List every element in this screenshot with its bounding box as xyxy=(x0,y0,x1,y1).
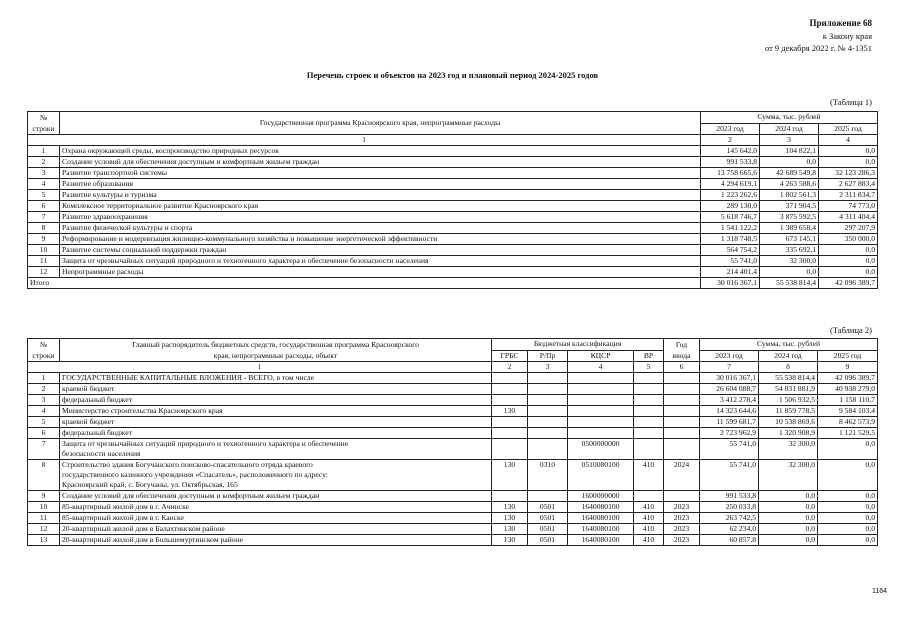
table2-row xyxy=(28,439,878,460)
table1-index-cell: 4 xyxy=(819,135,878,146)
table2-header-vr: ВР xyxy=(634,350,664,362)
table1-row xyxy=(28,168,878,179)
value-2025: 40 938 279,0 xyxy=(818,384,878,395)
value-2023: 991 533,8 xyxy=(700,491,759,502)
table2-row xyxy=(28,513,878,524)
value-2024: 335 692,1 xyxy=(760,245,819,256)
table1-row xyxy=(28,234,878,245)
object-name-line: Строительство здания Богучанского поисково-спасательного отряда краевого xyxy=(62,460,313,469)
kcsr-code: 1600000000 xyxy=(568,491,634,502)
row-number: 3 xyxy=(28,395,60,406)
table1-caption: (Таблица 1) xyxy=(829,97,872,107)
table1-row xyxy=(28,223,878,234)
value-2025: 0,0 xyxy=(818,513,878,524)
table1-row xyxy=(28,190,878,201)
table2-row xyxy=(28,502,878,513)
vr-code xyxy=(634,428,664,439)
table2-header-budget: Бюджетная классификация xyxy=(492,339,664,351)
object-name: 20-квартирный жилой дом в Балахтинском районе xyxy=(60,524,492,535)
value-2023: 1 318 748,5 xyxy=(701,234,760,245)
commission-year xyxy=(664,373,700,384)
row-number: 10 xyxy=(28,502,60,513)
row-number: 11 xyxy=(28,513,60,524)
commission-year: 2023 xyxy=(664,513,700,524)
row-number: 2 xyxy=(28,157,60,168)
commission-year xyxy=(664,395,700,406)
grbs-code xyxy=(492,417,528,428)
rzpr-code xyxy=(528,384,568,395)
object-name-line: безопасности населения xyxy=(62,449,141,458)
value-2024: 0,0 xyxy=(759,513,818,524)
kcsr-code: 1640080100 xyxy=(568,513,634,524)
grbs-code xyxy=(492,373,528,384)
grbs-code: 130 xyxy=(492,406,528,417)
kcsr-code xyxy=(568,428,634,439)
table1-total-row xyxy=(28,278,878,289)
table2-row xyxy=(28,384,878,395)
kcsr-code xyxy=(568,417,634,428)
program-name: Развитие физической культуры и спорта xyxy=(60,223,701,234)
grbs-code xyxy=(492,384,528,395)
program-name: Защита от чрезвычайных ситуаций природного и техногенного характера и обеспечение безопасности населения xyxy=(60,256,701,267)
row-number: 10 xyxy=(28,245,60,256)
table1-index-cell: 2 xyxy=(701,135,760,146)
value-2024: 10 538 869,6 xyxy=(759,417,818,428)
value-2024: 0,0 xyxy=(759,502,818,513)
vr-code xyxy=(634,406,664,417)
commission-year xyxy=(664,417,700,428)
table2-row xyxy=(28,406,878,417)
value-2023: 263 742,5 xyxy=(700,513,759,524)
object-name: Создание условий для обеспечения доступным и комфортным жильем граждан xyxy=(60,491,492,502)
rzpr-code xyxy=(528,406,568,417)
value-2025: 8 462 573,9 xyxy=(818,417,878,428)
rzpr-code xyxy=(528,373,568,384)
table2-index-cell: 1 xyxy=(28,362,492,373)
value-2025: 0,0 xyxy=(819,146,878,157)
value-2024: 0,0 xyxy=(759,524,818,535)
value-2025: 1 121 529,5 xyxy=(818,428,878,439)
rzpr-code: 0501 xyxy=(528,502,568,513)
table2-header-2025: 2025 год xyxy=(818,350,878,362)
row-number: 5 xyxy=(28,190,60,201)
value-2024: 4 263 588,6 xyxy=(760,179,819,190)
commission-year xyxy=(664,439,700,460)
rzpr-code xyxy=(528,491,568,502)
table2-caption: (Таблица 2) xyxy=(829,325,872,335)
value-2024: 1 506 932,5 xyxy=(759,395,818,406)
row-number: 1 xyxy=(28,146,60,157)
commission-year xyxy=(664,384,700,395)
kcsr-code: 1640080100 xyxy=(568,502,634,513)
grbs-code: 130 xyxy=(492,524,528,535)
object-name: ГОСУДАРСТВЕННЫЕ КАПИТАЛЬНЫЕ ВЛОЖЕНИЯ - ВСЕГО, в том числе xyxy=(60,373,492,384)
table1-header-program: Государственная программа Красноярского края, непрограммные расходы xyxy=(60,112,701,135)
commission-year xyxy=(664,406,700,417)
program-name: Развитие образования xyxy=(60,179,701,190)
value-2025: 32 123 286,3 xyxy=(819,168,878,179)
kcsr-code: 0510080100 xyxy=(568,460,634,491)
value-2023: 564 754,2 xyxy=(701,245,760,256)
table2-row xyxy=(28,428,878,439)
value-2023: 1 541 122,2 xyxy=(701,223,760,234)
rzpr-code: 0501 xyxy=(528,535,568,546)
program-name: Развитие здравоохранения xyxy=(60,212,701,223)
table2-header-name: Главный распорядитель бюджетных средств, государственная программа Красноярского края, непрограммные расходы, объект xyxy=(60,339,492,362)
value-2024: 54 031 881,9 xyxy=(759,384,818,395)
grbs-code: 130 xyxy=(492,513,528,524)
value-2025: 0,0 xyxy=(819,157,878,168)
object-name-line: Красноярский край, с. Богучаны, ул. Октябрьская, 165 xyxy=(62,480,238,489)
object-name: 85-квартирный жилой дом в г. Ачинске xyxy=(60,502,492,513)
value-2025: 2 311 834,7 xyxy=(819,190,878,201)
value-2025: 0,0 xyxy=(819,245,878,256)
object-name: Министерство строительства Красноярского края xyxy=(60,406,492,417)
row-number: 7 xyxy=(28,212,60,223)
row-number: 6 xyxy=(28,201,60,212)
value-2024: 0,0 xyxy=(760,157,819,168)
value-2025: 297 207,9 xyxy=(819,223,878,234)
row-number: 12 xyxy=(28,267,60,278)
object-name xyxy=(60,439,492,460)
value-2023: 14 323 644,6 xyxy=(700,406,759,417)
value-2023: 289 130,0 xyxy=(701,201,760,212)
row-number: 12 xyxy=(28,524,60,535)
value-2025: 0,0 xyxy=(818,439,878,460)
row-number: 9 xyxy=(28,491,60,502)
value-2024: 42 689 549,8 xyxy=(760,168,819,179)
total-2025: 42 096 389,7 xyxy=(819,278,878,289)
table2-header-2024: 2024 год xyxy=(759,350,818,362)
table2-header-rzpr: Р/Пр xyxy=(528,350,568,362)
value-2025: 2 627 883,4 xyxy=(819,179,878,190)
value-2023: 5 618 746,7 xyxy=(701,212,760,223)
row-number: 7 xyxy=(28,439,60,460)
commission-year: 2024 xyxy=(664,460,700,491)
table2-row xyxy=(28,417,878,428)
table1-row xyxy=(28,201,878,212)
row-number: 11 xyxy=(28,256,60,267)
rzpr-code xyxy=(528,417,568,428)
row-number: 5 xyxy=(28,417,60,428)
rzpr-code xyxy=(528,439,568,460)
table1-row xyxy=(28,256,878,267)
table2 xyxy=(27,338,878,546)
kcsr-code xyxy=(568,395,634,406)
program-name: Создание условий для обеспечения доступным и комфортным жильем граждан xyxy=(60,157,701,168)
value-2024: 32 300,0 xyxy=(759,460,818,491)
table2-row xyxy=(28,373,878,384)
grbs-code xyxy=(492,395,528,406)
value-2025: 4 311 404,4 xyxy=(819,212,878,223)
value-2023: 3 412 278,4 xyxy=(700,395,759,406)
value-2023: 1 223 262,6 xyxy=(701,190,760,201)
program-name: Развитие транспортной системы xyxy=(60,168,701,179)
program-name: Комплексное территориальное развитие Красноярского края xyxy=(60,201,701,212)
value-2024: 673 145,1 xyxy=(760,234,819,245)
law-date: от 9 декабря 2022 г. № 4-1351 xyxy=(764,43,872,53)
vr-code: 410 xyxy=(634,460,664,491)
value-2023: 4 294 619,1 xyxy=(701,179,760,190)
vr-code xyxy=(634,439,664,460)
kcsr-code: 0500000000 xyxy=(568,439,634,460)
table1-index-cell: 1 xyxy=(28,135,701,146)
table2-row xyxy=(28,460,878,491)
value-2024: 0,0 xyxy=(760,267,819,278)
grbs-code: 130 xyxy=(492,535,528,546)
law-reference: к Закону края xyxy=(822,30,872,41)
table1-row xyxy=(28,146,878,157)
vr-code xyxy=(634,417,664,428)
value-2025: 0,0 xyxy=(818,460,878,491)
value-2023: 250 033,8 xyxy=(700,502,759,513)
table2-index-cell: 6 xyxy=(664,362,700,373)
table1-header-2023: 2023 год xyxy=(701,123,760,135)
value-2023: 55 741,0 xyxy=(701,256,760,267)
value-2024: 11 859 778,5 xyxy=(759,406,818,417)
table2-row xyxy=(28,535,878,546)
value-2024: 104 822,1 xyxy=(760,146,819,157)
value-2023: 214 401,4 xyxy=(701,267,760,278)
grbs-code: 130 xyxy=(492,502,528,513)
program-name: Реформирование и модернизация жилищно-коммунального хозяйства и повышение энергетической эффективности xyxy=(60,234,701,245)
row-number: 1 xyxy=(28,373,60,384)
rzpr-code xyxy=(528,395,568,406)
vr-code: 410 xyxy=(634,502,664,513)
kcsr-code: 1640080100 xyxy=(568,535,634,546)
row-number: 9 xyxy=(28,234,60,245)
grbs-code xyxy=(492,439,528,460)
value-2025: 0,0 xyxy=(818,502,878,513)
table2-header-no: № строки xyxy=(28,339,60,362)
object-name: краевой бюджет xyxy=(60,417,492,428)
value-2025: 0,0 xyxy=(818,524,878,535)
value-2025: 42 096 389,7 xyxy=(818,373,878,384)
table2-index-cell: 9 xyxy=(818,362,878,373)
row-number: 6 xyxy=(28,428,60,439)
table1-header-no: № строки xyxy=(28,112,60,135)
value-2024: 3 875 592,5 xyxy=(760,212,819,223)
vr-code xyxy=(634,384,664,395)
table1-index-row xyxy=(28,135,878,146)
commission-year xyxy=(664,428,700,439)
commission-year: 2023 xyxy=(664,535,700,546)
rzpr-code: 0501 xyxy=(528,524,568,535)
value-2023: 60 857,8 xyxy=(700,535,759,546)
object-name: федеральный бюджет xyxy=(60,395,492,406)
document-title: Перечень строек и объектов на 2023 год и плановый период 2024-2025 годов xyxy=(306,70,599,80)
value-2023: 2 723 962,9 xyxy=(700,428,759,439)
table2-row xyxy=(28,491,878,502)
appendix-number: Приложение 68 xyxy=(809,18,872,28)
value-2023: 62 234,0 xyxy=(700,524,759,535)
object-name: федеральный бюджет xyxy=(60,428,492,439)
value-2024: 1 802 561,3 xyxy=(760,190,819,201)
table1-row xyxy=(28,212,878,223)
value-2023: 13 758 665,6 xyxy=(701,168,760,179)
value-2023: 991 533,8 xyxy=(701,157,760,168)
object-name: 20-квартирный жилой дом в Большемуртинском районе xyxy=(60,535,492,546)
rzpr-code xyxy=(528,428,568,439)
value-2025: 9 584 103,4 xyxy=(818,406,878,417)
program-name: Развитие системы социальной поддержки граждан xyxy=(60,245,701,256)
table1-header-sum: Сумма, тыс. рублей xyxy=(701,112,878,124)
vr-code: 410 xyxy=(634,535,664,546)
value-2023: 145 642,0 xyxy=(701,146,760,157)
rzpr-code: 0501 xyxy=(528,513,568,524)
table1 xyxy=(27,111,878,289)
kcsr-code xyxy=(568,406,634,417)
table2-row xyxy=(28,395,878,406)
table2-header-kcsr: КЦСР xyxy=(568,350,634,362)
row-number: 4 xyxy=(28,406,60,417)
value-2024: 0,0 xyxy=(759,491,818,502)
total-2024: 55 538 814,4 xyxy=(760,278,819,289)
grbs-code: 130 xyxy=(492,460,528,491)
value-2025: 74 773,0 xyxy=(819,201,878,212)
program-name: Развитие культуры и туризма xyxy=(60,190,701,201)
value-2024: 32 300,0 xyxy=(760,256,819,267)
value-2024: 371 904,5 xyxy=(760,201,819,212)
object-name-line: Защита от чрезвычайных ситуаций природного и техногенного характера и обеспечение xyxy=(62,439,349,448)
table2-header-2023: 2023 год xyxy=(700,350,759,362)
table2-index-cell: 3 xyxy=(528,362,568,373)
object-name: краевой бюджет xyxy=(60,384,492,395)
row-number: 2 xyxy=(28,384,60,395)
value-2024: 0,0 xyxy=(759,535,818,546)
table1-row xyxy=(28,267,878,278)
value-2025: 350 000,0 xyxy=(819,234,878,245)
commission-year xyxy=(664,491,700,502)
object-name: 85-квартирный жилой дом в г. Канске xyxy=(60,513,492,524)
vr-code xyxy=(634,395,664,406)
kcsr-code xyxy=(568,384,634,395)
table2-index-row xyxy=(28,362,878,373)
row-number: 4 xyxy=(28,179,60,190)
row-number: 8 xyxy=(28,460,60,491)
row-number: 8 xyxy=(28,223,60,234)
value-2025: 0,0 xyxy=(819,256,878,267)
table1-row xyxy=(28,179,878,190)
value-2023: 55 741,0 xyxy=(700,439,759,460)
value-2023: 55 741,0 xyxy=(700,460,759,491)
table2-index-cell: 4 xyxy=(568,362,634,373)
value-2023: 26 604 088,7 xyxy=(700,384,759,395)
program-name: Непрограммные расходы xyxy=(60,267,701,278)
total-2023: 30 016 367,1 xyxy=(701,278,760,289)
table2-header-grbs: ГРБС xyxy=(492,350,528,362)
table2-index-cell: 7 xyxy=(700,362,759,373)
row-number: 13 xyxy=(28,535,60,546)
table2-index-cell: 2 xyxy=(492,362,528,373)
value-2025: 0,0 xyxy=(818,491,878,502)
table2-index-cell: 8 xyxy=(759,362,818,373)
table1-row xyxy=(28,157,878,168)
object-name xyxy=(60,460,492,491)
value-2023: 30 016 367,1 xyxy=(700,373,759,384)
vr-code: 410 xyxy=(634,524,664,535)
grbs-code xyxy=(492,491,528,502)
program-name: Охрана окружающей среды, воспроизводство природных ресурсов xyxy=(60,146,701,157)
commission-year: 2023 xyxy=(664,524,700,535)
vr-code: 410 xyxy=(634,513,664,524)
value-2025: 1 158 110,7 xyxy=(818,395,878,406)
commission-year: 2023 xyxy=(664,502,700,513)
value-2024: 1 389 658,4 xyxy=(760,223,819,234)
vr-code xyxy=(634,491,664,502)
value-2023: 11 599 681,7 xyxy=(700,417,759,428)
value-2025: 0,0 xyxy=(819,267,878,278)
kcsr-code xyxy=(568,373,634,384)
grbs-code xyxy=(492,428,528,439)
table1-row xyxy=(28,245,878,256)
table1-header-2024: 2024 год xyxy=(760,123,819,135)
value-2024: 1 320 908,9 xyxy=(759,428,818,439)
value-2025: 0,0 xyxy=(818,535,878,546)
page-number: 1164 xyxy=(871,588,887,595)
value-2024: 32 300,0 xyxy=(759,439,818,460)
table1-header-2025: 2025 год xyxy=(819,123,878,135)
rzpr-code: 0310 xyxy=(528,460,568,491)
table2-row xyxy=(28,524,878,535)
total-label: Итого xyxy=(28,278,701,289)
table2-index-cell: 5 xyxy=(634,362,664,373)
table1-index-cell: 3 xyxy=(760,135,819,146)
vr-code xyxy=(634,373,664,384)
object-name-line: государственного казенного учреждения «Спасатель», расположенного по адресу: xyxy=(62,470,328,479)
table2-header-year: Год ввода xyxy=(664,339,700,362)
appendix-header xyxy=(765,17,872,55)
row-number: 3 xyxy=(28,168,60,179)
value-2024: 55 538 814,4 xyxy=(759,373,818,384)
table2-header-sum: Сумма, тыс. рублей xyxy=(700,339,878,351)
kcsr-code: 1640080100 xyxy=(568,524,634,535)
